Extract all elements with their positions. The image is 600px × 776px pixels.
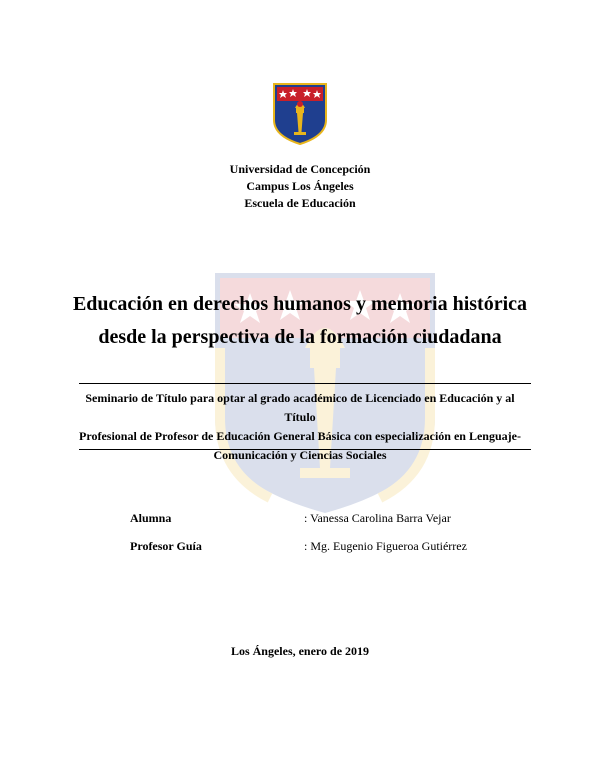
bottom-divider xyxy=(79,449,531,450)
university-crest-icon xyxy=(272,82,328,146)
top-divider xyxy=(79,383,531,384)
institution-block xyxy=(0,161,600,212)
seminar-line-1: Seminario de Título para optar al grado académico de Licenciado en Educación y al Título xyxy=(85,391,515,424)
campus-name: Campus Los Ángeles xyxy=(246,179,354,193)
thesis-title-line-1: Educación en derechos humanos y memoria histórica xyxy=(72,293,528,315)
seminar-line-3: Comunicación y Ciencias Sociales xyxy=(213,448,387,462)
seminar-line-2: Profesional de Profesor de Educación General Básica con especialización en Lenguaje- xyxy=(79,429,521,443)
advisor-name: : Mg. Eugenio Figueroa Gutiérrez xyxy=(304,539,467,553)
advisor-label: Profesor Guía xyxy=(130,539,202,553)
student-label: Alumna xyxy=(130,511,172,525)
student-name: : Vanessa Carolina Barra Vejar xyxy=(304,511,451,525)
university-name: Universidad de Concepción xyxy=(229,162,371,176)
seminar-description xyxy=(72,389,528,465)
place-date: Los Ángeles, enero de 2019 xyxy=(230,644,370,658)
thesis-title xyxy=(0,288,600,354)
school-name: Escuela de Educación xyxy=(244,196,356,210)
thesis-title-line-2: desde la perspectiva de la formación ciudadana xyxy=(98,326,502,348)
